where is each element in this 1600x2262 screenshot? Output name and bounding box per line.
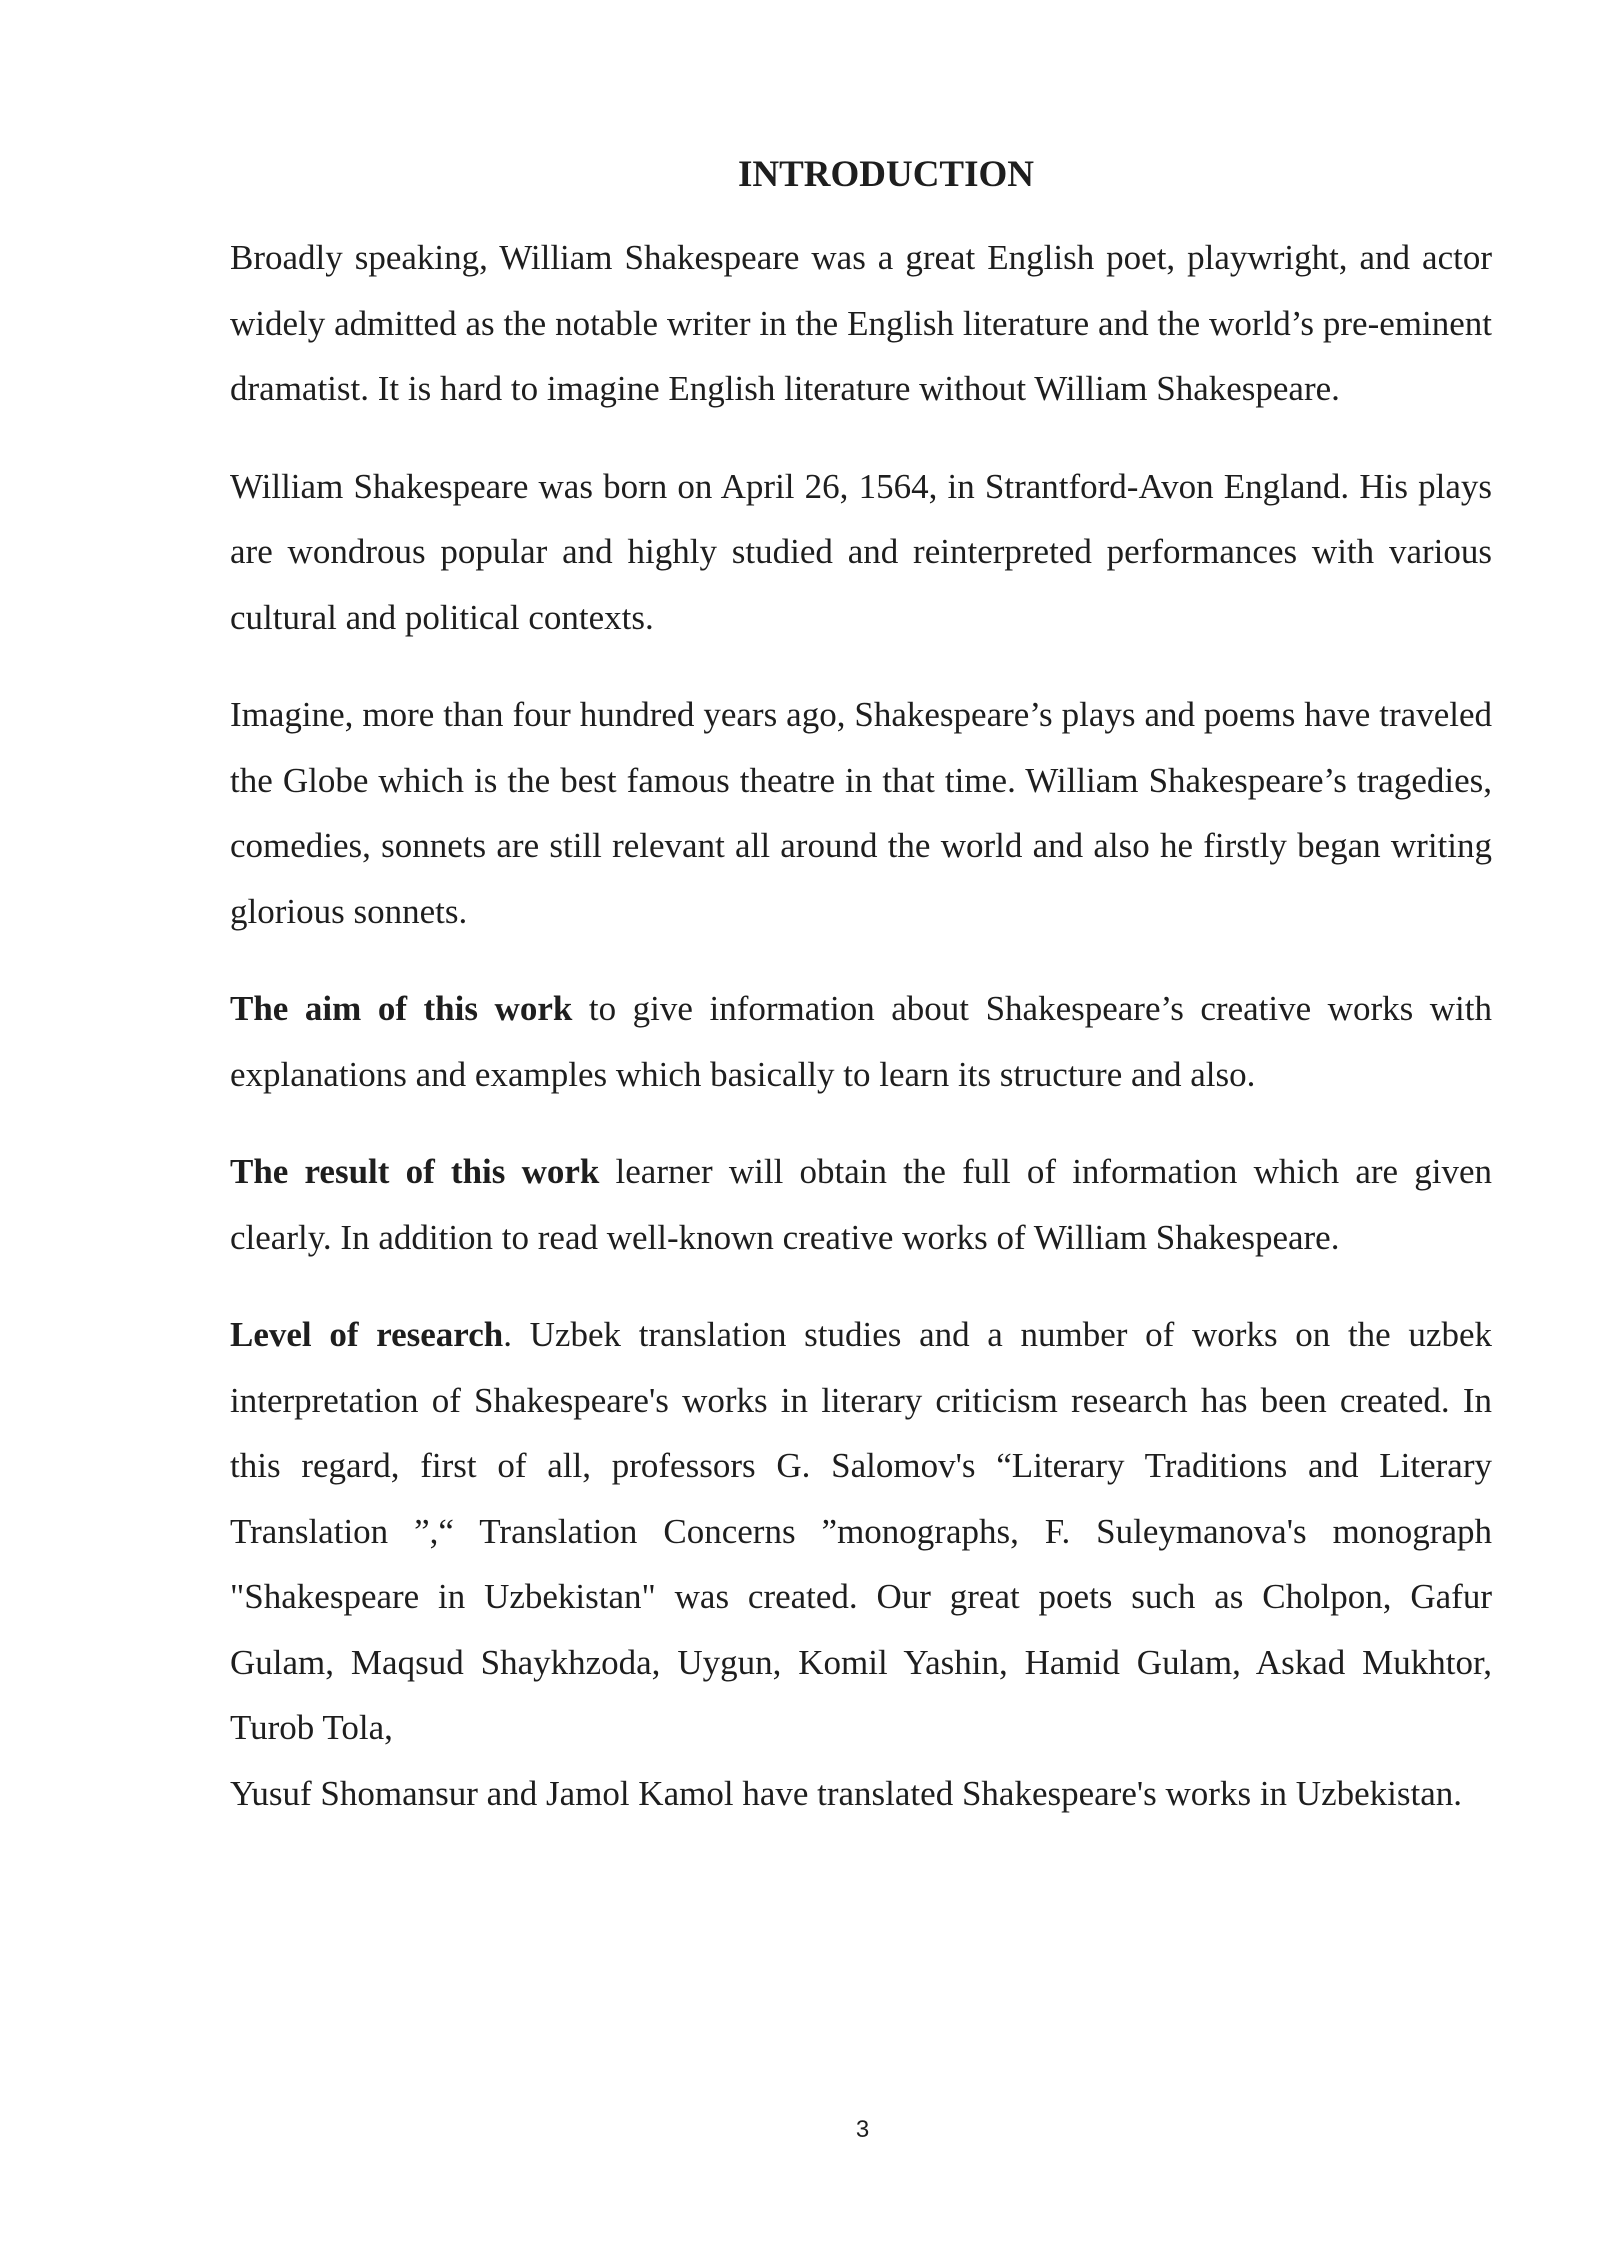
result-text: learner will obtain the full of information which are given clearly. In addition to read well-known creative works of William Shakespeare.: [230, 1152, 1492, 1257]
page-number: 3: [855, 2116, 870, 2143]
paragraph-intro: Broadly speaking, William Shakespeare was a great English poet, playwright, and actor widely admitted as the notable writer in the English literature and the world’s pre-eminent dramatist. It is hard to imagine English literature without William Shakespeare.: [230, 238, 1492, 408]
research-text: . Uzbek translation studies and a number of works on the uzbek interpretation of Shakespeare's works in literary criticism research has been created. In this regard, first of all, professors G. Salomov's “Literary Traditions and Literary Translation ”,“ Translation Concerns ”monographs, F. Suleymanova's monograph "Shakespeare in Uzbekistan" was created. Our great poets such as Cholpon, Gafur Gulam, Maqsud Shaykhzoda, Uygun, Komil Yashin, Hamid Gulam, Askad Mukhtor, Turob Tola,: [230, 1315, 1492, 1747]
document-page: [230, 145, 1492, 1858]
page-title: INTRODUCTION: [737, 154, 1035, 195]
paragraph-result: [230, 1139, 1492, 1270]
paragraph-aim: [230, 976, 1492, 1107]
aim-text: to give information about Shakespeare’s creative works with explanations and examples which basically to learn its structure and also.: [230, 989, 1492, 1094]
aim-lead: The aim of this work: [230, 989, 573, 1028]
paragraph-birth: William Shakespeare was born on April 26, 1564, in Strantford-Avon England. His plays are wondrous popular and highly studied and reinterpreted performances with various cultural and political contexts.: [230, 466, 1492, 637]
paragraph-research: [230, 1302, 1492, 1826]
research-lead: Level of research: [230, 1315, 504, 1354]
result-lead: The result of this work: [230, 1152, 600, 1191]
research-continuation: Yusuf Shomansur and Jamol Kamol have translated Shakespeare's works in Uzbekistan.: [230, 1773, 1463, 1813]
paragraph-globe: Imagine, more than four hundred years ago, Shakespeare’s plays and poems have traveled the Globe which is the best famous theatre in that time. William Shakespeare’s tragedies, comedies, sonnets are still relevant all around the world and also he firstly began writing glorious sonnets.: [230, 695, 1492, 931]
